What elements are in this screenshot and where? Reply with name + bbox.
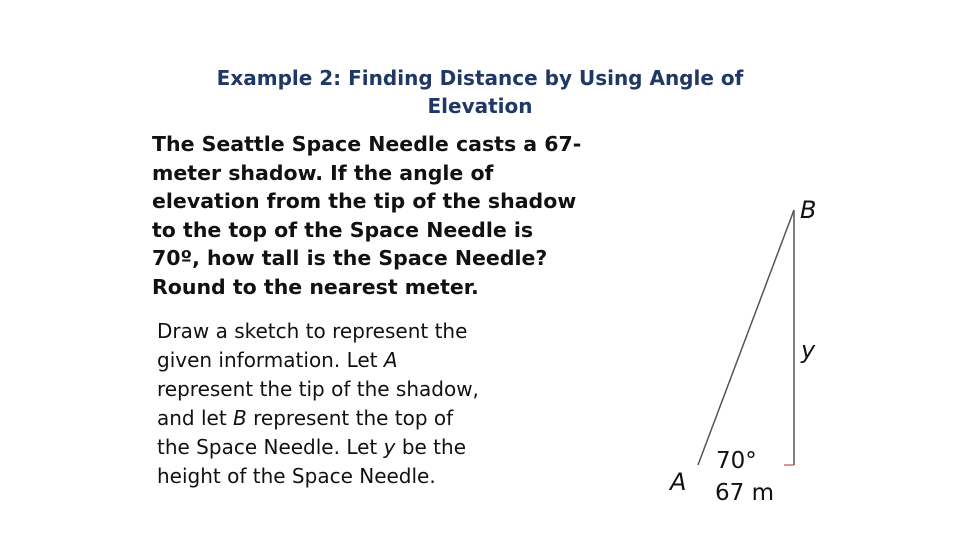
instructions-line-3: represent the tip of the shadow,: [157, 377, 479, 401]
title-line-1: Example 2: Finding Distance by Using Angle of: [216, 66, 744, 90]
angle-label: 70°: [716, 448, 757, 474]
instructions-line-5-post: be the: [395, 435, 467, 459]
instructions-line-2: [157, 346, 587, 375]
instructions-line-4-pre: and let: [157, 406, 234, 430]
problem-line-3: elevation from the tip of the shadow: [152, 189, 577, 213]
instructions-line-6: height of the Space Needle.: [157, 464, 436, 488]
slide-title: [150, 64, 810, 120]
problem-line-1: The Seattle Space Needle casts a 67-: [152, 132, 582, 156]
problem-statement: [152, 130, 672, 301]
variable-b: B: [233, 406, 247, 430]
instructions-line-4-post: represent the top of: [246, 406, 454, 430]
problem-line-2: meter shadow. If the angle of: [152, 160, 494, 185]
label-y: y: [801, 336, 816, 364]
variable-a: A: [383, 348, 398, 372]
triangle-sketch: [660, 190, 860, 510]
label-b: B: [800, 196, 817, 224]
base-label: 67 m: [715, 480, 774, 506]
instructions-line-2-text: given information. Let: [157, 348, 384, 372]
instructions-line-5-pre: the Space Needle. Let: [157, 435, 384, 459]
variable-y: y: [383, 435, 396, 459]
problem-line-6: Round to the nearest meter.: [152, 274, 479, 299]
label-a: A: [670, 468, 687, 496]
hypotenuse-line: [698, 210, 794, 465]
problem-line-4: to the top of the Space Needle is: [152, 217, 534, 242]
problem-line-5: 70º, how tall is the Space Needle?: [152, 246, 548, 270]
instructions-line-5: [157, 433, 587, 462]
instructions-text: [157, 317, 587, 491]
instructions-line-1: Draw a sketch to represent the: [157, 319, 468, 343]
title-line-2: Elevation: [427, 94, 533, 118]
instructions-line-4: [157, 404, 587, 433]
